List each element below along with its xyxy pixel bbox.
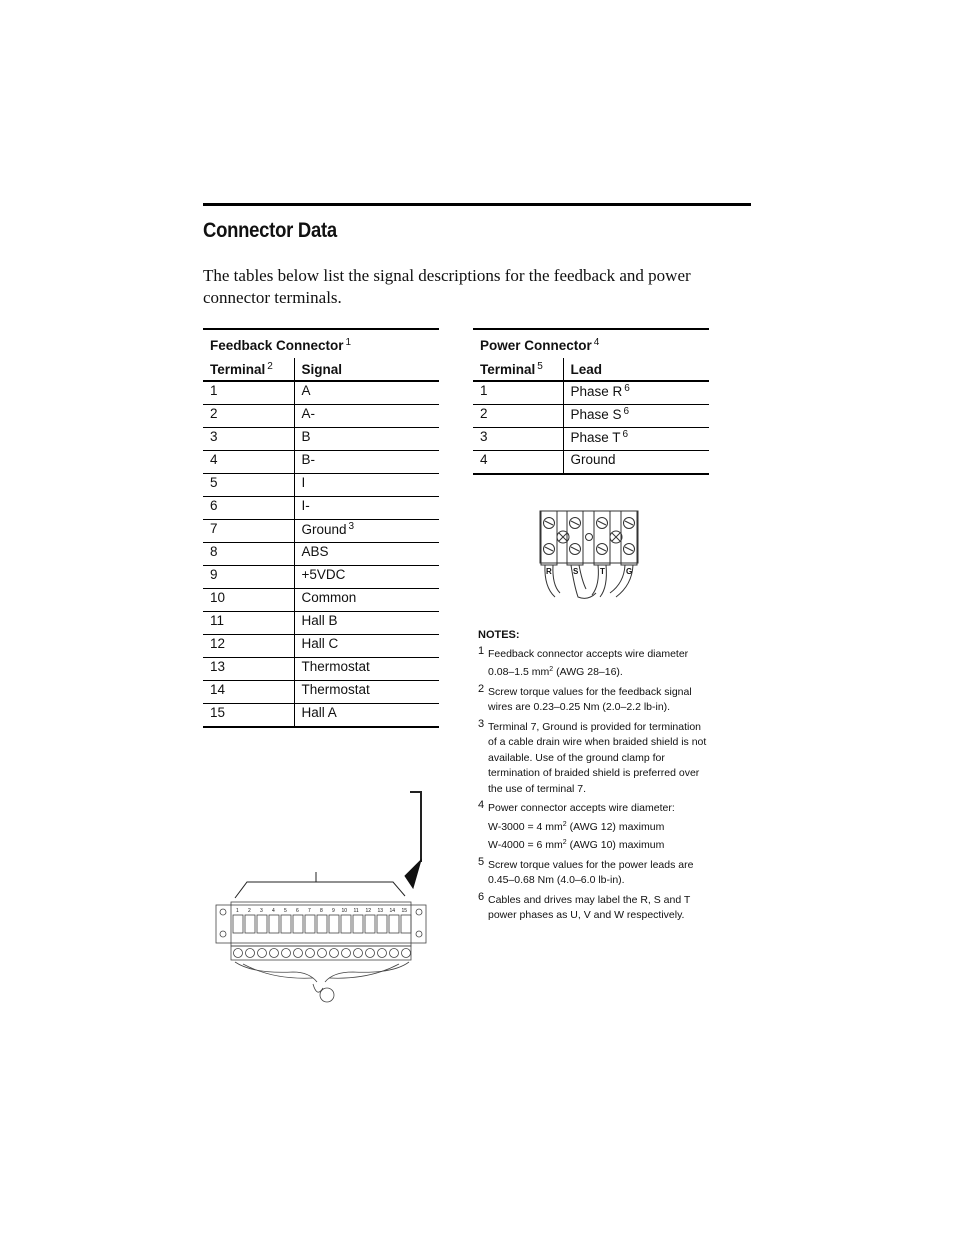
feedback-pin-label: 9 (332, 908, 335, 914)
feedback-pin (353, 915, 363, 933)
feedback-signal-cell: Ground $^3$ (294, 520, 439, 543)
feedback-pin-screw (282, 949, 291, 958)
note-item: 2 Screw torque values for the feedback signal wires are 0.23–0.25 Nm (2.0–2.2 lb-in). (478, 682, 692, 713)
intro-paragraph: The tables below list the signal descriptions for the feedback and power connector terminals. (203, 266, 691, 307)
feedback-pin-screw (318, 949, 327, 958)
feedback-row (203, 681, 439, 704)
power-lead-cell: Phase S $^6$ (563, 405, 709, 428)
feedback-pin-label: 6 (296, 908, 299, 914)
feedback-pin-label: 4 (272, 908, 275, 914)
header-rule (203, 203, 751, 206)
power-col-terminal: Terminal $^5$ (473, 358, 563, 381)
feedback-pin (377, 915, 387, 933)
page-title: Connector Data (203, 219, 337, 242)
note-item: 4 Power connector accepts wire diameter: W-3000 = 4 $mm^2$ (AWG 12) maximum W-4000 = 6 $mm^2$ (AWG 10) maximum (478, 799, 675, 851)
feedback-col-signal: Signal (294, 358, 439, 381)
feedback-pin-screw (342, 949, 351, 958)
feedback-row (203, 474, 439, 497)
feedback-pin-screw (402, 949, 411, 958)
feedback-pin-label: 8 (320, 908, 323, 914)
feedback-pin (305, 915, 315, 933)
power-terminal-cell: 1 (473, 381, 563, 405)
feedback-terminal-cell: 14 (203, 681, 294, 704)
feedback-signal-cell: Thermostat (294, 658, 439, 681)
feedback-signal-cell: ABS (294, 543, 439, 566)
feedback-connector-table (203, 328, 439, 728)
feedback-signal-cell: Hall A (294, 704, 439, 728)
feedback-pin-screw (330, 949, 339, 958)
feedback-row (203, 704, 439, 728)
power-lead-cell: Ground (563, 451, 709, 475)
feedback-pin (293, 915, 303, 933)
feedback-signal-cell: B- (294, 451, 439, 474)
feedback-col-terminal: Terminal $^2$ (203, 358, 294, 381)
feedback-row (203, 381, 439, 405)
feedback-pin (389, 915, 399, 933)
power-diagram-label-t: T (600, 567, 605, 576)
feedback-row (203, 497, 439, 520)
feedback-terminal-cell: 7 (203, 520, 294, 543)
power-col-lead: Lead (563, 358, 709, 381)
feedback-pin-label: 11 (353, 908, 359, 914)
power-terminal-cell: 3 (473, 428, 563, 451)
feedback-pin (329, 915, 339, 933)
feedback-connector-illustration (213, 790, 433, 1005)
feedback-row (203, 589, 439, 612)
feedback-pin-screw (306, 949, 315, 958)
notes-title: NOTES: (478, 629, 520, 641)
feedback-pin-label: 15 (401, 908, 408, 914)
feedback-pin-screw (294, 949, 303, 958)
feedback-row (203, 543, 439, 566)
feedback-pin (365, 915, 375, 933)
note-item: 5 Screw torque values for the power leads are 0.45–0.68 Nm (4.0–6.0 lb-in). (478, 855, 694, 886)
feedback-row (203, 658, 439, 681)
feedback-row (203, 566, 439, 589)
feedback-terminal-cell: 8 (203, 543, 294, 566)
power-lead-cell: Phase R $^6$ (563, 381, 709, 405)
feedback-terminal-cell: 5 (203, 474, 294, 497)
power-row (473, 428, 709, 451)
feedback-terminal-cell: 11 (203, 612, 294, 635)
feedback-signal-cell: Thermostat (294, 681, 439, 704)
feedback-pin-label: 14 (389, 908, 396, 914)
note-item: 6 Cables and drives may label the R, S and T power phases as U, V and W respectively. (478, 890, 691, 921)
feedback-terminal-cell: 10 (203, 589, 294, 612)
feedback-pin-screw (234, 949, 243, 958)
feedback-terminal-cell: 12 (203, 635, 294, 658)
notes-section (478, 628, 710, 928)
power-row (473, 381, 709, 405)
feedback-row (203, 520, 439, 543)
feedback-pin (401, 915, 411, 933)
feedback-terminal-cell: 15 (203, 704, 294, 728)
feedback-pin-label: 3 (260, 908, 263, 914)
feedback-terminal-cell: 6 (203, 497, 294, 520)
note-item: 1 Feedback connector accepts wire diameter 0.08–1.5 $mm^2$ (AWG 28–16). (478, 644, 689, 678)
power-diagram-label-s: S (573, 567, 579, 576)
feedback-signal-cell: I (294, 474, 439, 497)
feedback-pin (341, 915, 351, 933)
feedback-pin-label: 1 (236, 908, 239, 914)
power-lead-cell: Phase T $^6$ (563, 428, 709, 451)
feedback-signal-cell: Hall C (294, 635, 439, 658)
feedback-pin-screw (246, 949, 255, 958)
feedback-signal-cell: Common (294, 589, 439, 612)
feedback-pin-screw (258, 949, 267, 958)
power-connector-illustration (530, 505, 650, 605)
feedback-terminal-cell: 9 (203, 566, 294, 589)
feedback-terminal-cell: 13 (203, 658, 294, 681)
note-item: 3 Terminal 7, Ground is provided for termination of a cable drain wire when braided shield is not available. Use of the ground clamp for termination of braided shield is preferred over the use of terminal 7. (478, 717, 707, 795)
feedback-pin-screw (270, 949, 279, 958)
power-diagram-label-r: R (546, 567, 552, 576)
feedback-pin-screw (354, 949, 363, 958)
feedback-pin-label: 12 (365, 908, 372, 914)
power-row (473, 451, 709, 475)
feedback-row (203, 635, 439, 658)
feedback-pin-label: 13 (377, 908, 384, 914)
feedback-signal-cell: Hall B (294, 612, 439, 635)
feedback-pin-screw (366, 949, 375, 958)
feedback-table-caption: Feedback Connector $^1$ (203, 329, 439, 358)
feedback-terminal-cell: 3 (203, 428, 294, 451)
feedback-row (203, 428, 439, 451)
feedback-pin (257, 915, 267, 933)
feedback-signal-cell: A (294, 381, 439, 405)
feedback-pin-label: 7 (308, 908, 311, 914)
feedback-pin (317, 915, 327, 933)
feedback-terminal-cell: 1 (203, 381, 294, 405)
feedback-pin-label: 5 (284, 908, 287, 914)
feedback-signal-cell: A- (294, 405, 439, 428)
feedback-terminal-cell: 2 (203, 405, 294, 428)
power-diagram-label-g: G (626, 567, 633, 576)
feedback-signal-cell: +5VDC (294, 566, 439, 589)
feedback-pin-label: 2 (248, 908, 251, 914)
feedback-row (203, 612, 439, 635)
feedback-pin-label: 10 (341, 908, 348, 914)
feedback-pin-screw (390, 949, 399, 958)
power-table-caption: Power Connector $^4$ (473, 329, 709, 358)
feedback-pin (269, 915, 279, 933)
feedback-row (203, 451, 439, 474)
feedback-pin-screw (378, 949, 387, 958)
feedback-terminal-cell: 4 (203, 451, 294, 474)
feedback-pin (245, 915, 255, 933)
feedback-pin (233, 915, 243, 933)
power-row (473, 405, 709, 428)
power-terminal-cell: 2 (473, 405, 563, 428)
feedback-signal-cell: B (294, 428, 439, 451)
power-terminal-cell: 4 (473, 451, 563, 475)
feedback-pin (281, 915, 291, 933)
power-connector-table (473, 328, 709, 475)
feedback-row (203, 405, 439, 428)
feedback-signal-cell: I- (294, 497, 439, 520)
